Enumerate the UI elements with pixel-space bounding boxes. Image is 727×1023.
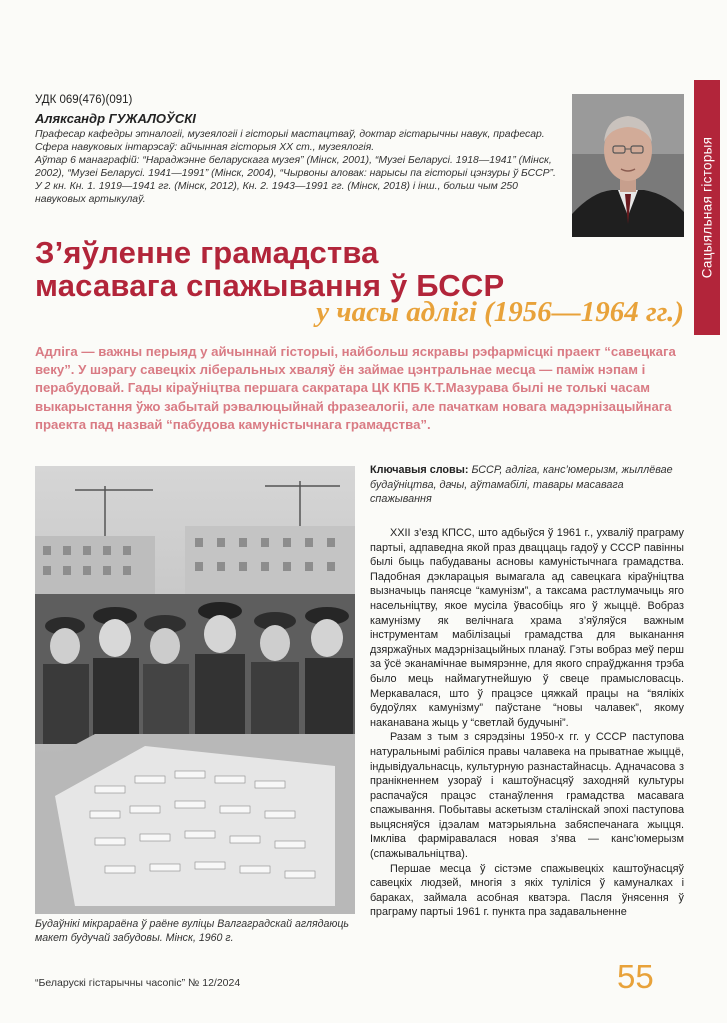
bio-line: Аўтар 6 манаграфій: “Нараджэнне беларускага музея” (Мінск, 2001), “Музеі Беларусі. 1918—1941” (Мінск, 2002), “Музеі Беларусі. 1941—1991” (Мінск, 2004), “Чырвоны аловак: нарысы па гісторыі цэнзуры ў БССР”. У 2 кн. Кн. 1. 1919—1941 гг. (Мінск, 2012), Кн. 2. 1943—1991 гг. (Мінск, 2018) і інш., больш чым 250 навуковых артыкулаў.: [35, 154, 556, 205]
author-bio: [35, 129, 565, 206]
journal-footer: “Беларускі гістарычны часопіс” № 12/2024: [35, 977, 241, 989]
author-portrait: [572, 94, 684, 237]
title-line: масавага спажывання ў БССР: [35, 268, 505, 303]
title-line: З’яўленне грамадства: [35, 235, 379, 270]
portrait-drawing: [572, 94, 684, 237]
article-title: [35, 236, 685, 302]
body-paragraph: Разам з тым з сярэдзіны 1950-х гг. у СССР паступова натуральнымі рабіліся правы чалавека на прыватнае жыццё, індывідуальнасць, культурную разнастайнасць. Адначасова з пранікненнем узораў і каштоўнасцяў заходняй культуры распачаўся працэс станаўлення грамадства масавага спажывання. Побытавы аскетызм сталінскай эпохі паступова выцясняўся ідэалам матэрыяльна забяспечанага жыцця. Імкліва фарміравалася новая з’ява — канс’юмерызм (спажывальніцтва).: [370, 731, 684, 861]
author-name: Аляксандр ГУЖАЛОЎСКІ: [35, 111, 196, 126]
article-body: [370, 526, 684, 920]
section-label: Сацыяльная гісторыя: [699, 136, 715, 279]
bio-line: Прафесар кафедры этналогіі, музеялогіі і гісторыі мастацтваў, доктар гістарычны навук, прафесар.: [35, 129, 545, 140]
photo-drawing: [35, 466, 355, 914]
bio-line: Сфера навуковых інтарэсаў: айчынная гісторыя ХХ ст., музеялогія.: [35, 141, 375, 153]
body-paragraph: Першае месца ў сістэме спажывецкіх каштоўнасцяў савецкіх людзей, многія з якіх туліліся ў камуналках і бараках, займала асобная кватэра. Пасля ўнясення ў праграму партыі 1961 г. пункта пра задавальненне: [370, 862, 684, 919]
keywords-label: Ключавыя словы:: [370, 464, 469, 476]
keywords: [370, 463, 682, 507]
article-subtitle: у часы адлігі (1956—1964 гг.): [316, 296, 684, 328]
body-paragraph: ХХІІ з’езд КПСС, што адбыўся ў 1961 г., ухваліў праграму партыі, адпаведна якой праз дваццаць гадоў у СССР павінны былі быць пабудаваны асновы камуністычнага грамадства. Падобная дэкларацыя вымагала ад савецкага кіраўніцтва вызначыць панясце “камунізм”, а таксама растлумачыць яго насельніцтву, якое мусіла ўвасобіць яго ў жыццё. Вобраз камунізму як велічнага храма з’яўляўся важным інструментам мабілізацыі грамадства для выканання дзяржаўных мадэрнізацыйных планаў. Гэты вобраз меў перш за ўсё эканамічнае вымярэнне, для якого спраўджання трэба было мець наймагутнейшую ў свеце прамысловасць. Меркавалася, што ў працэсе цяжкай працы на “вялікіх будоўлях камунізму” паўстане “новы чалавек”, якому наканавана жыць у “светлай будучыні”.: [370, 527, 684, 729]
page-number: 55: [617, 958, 654, 995]
archival-photo: [35, 466, 355, 914]
udk-code: УДК 069(476)(091): [35, 94, 133, 106]
photo-caption: Будаўнікі мікрараёна ў раёне вуліцы Валгаградскай аглядаюць макет будучай забудовы. Мінск, 1960 г.: [35, 918, 349, 944]
section-band: [694, 80, 720, 335]
lead-paragraph: Адліга — важны перыяд у айчыннай гісторыі, найбольш яскравы рэфармісцкі праект “савецкага веку”. У шэрагу савецкіх ліберальных хваляў ён займае цэнтральнае месца — паміж нэпам і перабудовай. Гады кіраўніцтва першага сакратара ЦК КПБ К.Т.Мазурава былі не толькі часам выкарыстання ўжо забытай рэвалюцыйнай фразеалогіі, але пачаткам новага мадэрнізацыйнага праекта пад назвай “пабудова камуністычнага грамадства”.: [35, 344, 676, 432]
keywords-text: БССР, адліга, канс’юмерызм, жыллёвае будаўніцтва, дачы, аўтамабілі, тавары масавага спажывання: [370, 464, 673, 506]
